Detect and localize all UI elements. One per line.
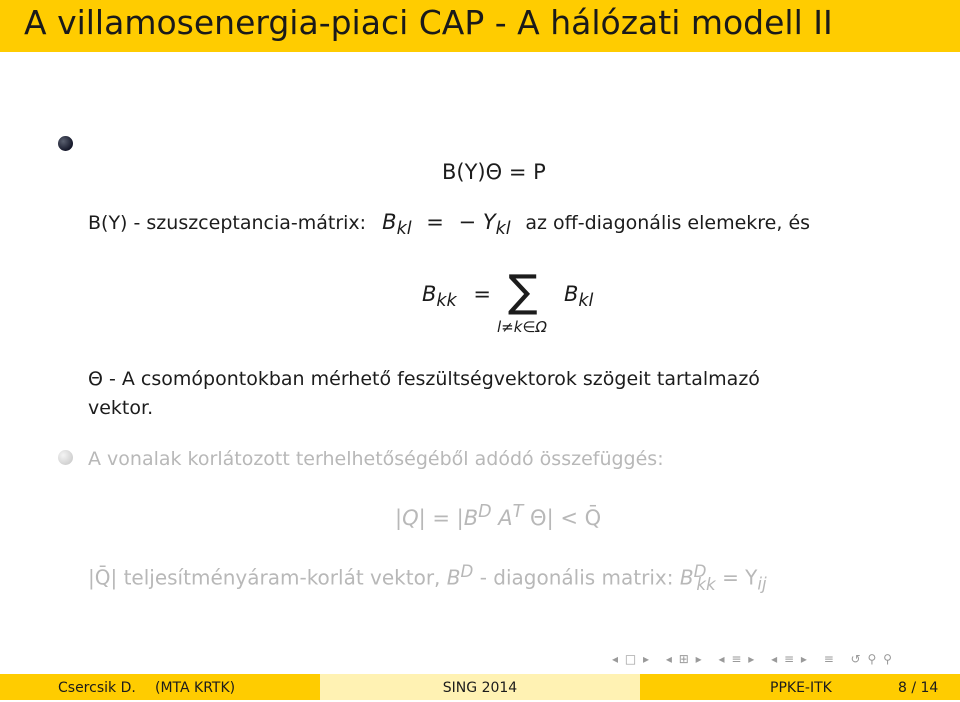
limit-prefix: |Q̄| teljesítményáram-korlát vektor,	[88, 565, 441, 590]
nav-frame-icon[interactable]: □	[624, 652, 637, 666]
bullet-faded-icon	[58, 450, 73, 465]
search-icon[interactable]: ⚲	[867, 652, 877, 666]
susceptance-line	[88, 210, 810, 239]
susceptance-formula	[382, 210, 517, 240]
footer-institute: (MTA KRTK)	[155, 680, 236, 696]
b-kk-symbol: B	[422, 282, 437, 306]
equation-diagonal	[422, 282, 501, 311]
frame-nav-icon[interactable]: ⊞	[678, 652, 689, 666]
bullet-icon	[58, 136, 73, 151]
constraint-text: A vonalak korlátozott terhelhetőségéből adódó összefüggés:	[88, 448, 664, 470]
limit-line	[88, 562, 767, 594]
nav-right-icon-4[interactable]: ▸	[800, 652, 807, 666]
sum-subscript	[497, 318, 547, 336]
kl-subscript-3: kl	[578, 291, 594, 312]
sum-icon: ∑	[508, 266, 538, 317]
slide-header	[0, 0, 960, 52]
slide-footer	[0, 674, 960, 700]
theta-line: Θ - A csomópontokban mérhető feszültségvektorok szögeit tartalmazó	[88, 368, 760, 390]
nav-right-icon[interactable]: ▸	[643, 652, 650, 666]
nav-right-icon-2[interactable]: ▸	[695, 652, 702, 666]
search-icon-2[interactable]: ⚲	[883, 652, 892, 666]
footer-event: SING 2014	[442, 680, 518, 696]
constraint-rest: Θ| < Q̄	[530, 506, 602, 530]
ij-subscript: ij	[757, 574, 767, 594]
nav-right-icon-3[interactable]: ▸	[748, 652, 755, 666]
minus-sign: −	[458, 210, 477, 234]
kl-subscript: kl	[396, 219, 412, 240]
footer-org-box	[640, 674, 960, 700]
susceptance-suffix: az off-diagonális elemekre, és	[525, 212, 811, 234]
equation-diagonal-rhs	[564, 282, 593, 311]
footer-event-box	[320, 674, 640, 700]
nav-left-icon[interactable]: ◂	[612, 652, 619, 666]
footer-author-box	[0, 674, 320, 700]
a-symbol: A	[498, 506, 513, 530]
subsection-nav-icon[interactable]: ≡	[731, 652, 742, 666]
nav-left-icon-2[interactable]: ◂	[665, 652, 672, 666]
bd-symbol: B	[446, 565, 461, 590]
footer-author: Csercsik D.	[58, 680, 136, 696]
back-icon[interactable]: ↺	[850, 652, 861, 666]
susceptance-prefix: B(Y) - szuszceptancia-mátrix:	[88, 212, 367, 234]
equals-sign-2: =	[473, 282, 491, 306]
kk-subscript: kk	[436, 291, 457, 312]
footer-org: PPKE-ITK	[770, 680, 832, 696]
b-kl-symbol: B	[564, 282, 579, 306]
t-superscript: T	[512, 502, 524, 522]
bdkk-superscript: D	[693, 562, 707, 581]
theta-line-2: vektor.	[88, 397, 154, 419]
bdkk-symbol: B	[679, 565, 694, 590]
kl-subscript-2: kl	[495, 219, 511, 240]
limit-eq: = Y	[722, 565, 758, 590]
toc-icon[interactable]: ≡	[823, 652, 834, 666]
footer-page: 8 / 14	[898, 680, 939, 696]
d-superscript: D	[478, 502, 492, 522]
equation-main-text: B(Y)Θ = P	[442, 160, 546, 184]
b-symbol: B	[382, 210, 397, 234]
nav-left-icon-4[interactable]: ◂	[771, 652, 778, 666]
q-abs: |Q| = |B	[395, 506, 479, 530]
limit-mid: - diagonális matrix:	[479, 565, 674, 590]
y-symbol: Y	[482, 210, 496, 234]
bdkk-subscript: kk	[696, 574, 716, 594]
equation-main	[442, 160, 546, 184]
bd-superscript: D	[460, 562, 474, 581]
constraint-equation	[395, 502, 601, 530]
sum-under-text: l≠k∈Ω	[497, 318, 547, 336]
equals-sign: =	[426, 210, 444, 234]
beamer-navigation[interactable]	[612, 652, 895, 668]
section-nav-icon[interactable]: ≡	[783, 652, 795, 666]
nav-left-icon-3[interactable]: ◂	[718, 652, 725, 666]
slide-title: A villamosenergia-piaci CAP - A hálózati modell II	[24, 3, 833, 42]
